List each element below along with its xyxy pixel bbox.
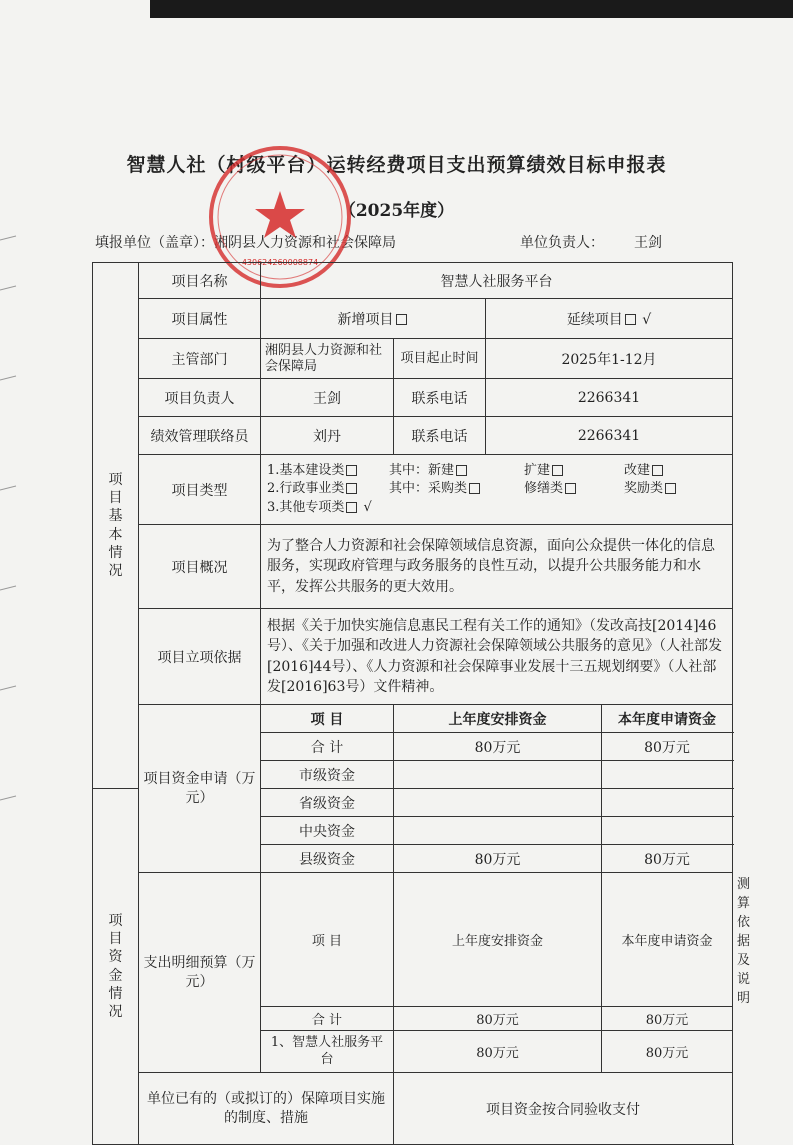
form-title: 智慧人社（村级平台）运转经费项目支出预算绩效目标申报表 xyxy=(126,154,667,176)
funds-apply-label: 项目资金申请（万元） xyxy=(139,705,261,873)
overview-label: 项目概况 xyxy=(139,525,261,609)
checkbox-icon[interactable] xyxy=(565,483,576,494)
dept-value: 湘阴县人力资源和社会保障局 xyxy=(261,339,394,379)
checkbox-icon[interactable] xyxy=(346,502,357,513)
detail-row-this: 80万元 xyxy=(602,1007,733,1031)
funds-row-last: 80万元 xyxy=(394,733,602,761)
filler-leader-label: 单位负责人： xyxy=(520,235,604,251)
detail-label: 支出明细预算（万元） xyxy=(139,873,261,1073)
detail-row-name: 1、智慧人社服务平台 xyxy=(261,1031,394,1073)
stamp-number: 430624260008874 xyxy=(241,258,319,267)
filler-leader xyxy=(520,232,662,252)
funds-row-last xyxy=(394,789,602,817)
funds-row-this: 80万元 xyxy=(602,733,733,761)
detail-row-this: 80万元 xyxy=(602,1031,733,1073)
check-mark: √ xyxy=(642,311,652,328)
budget-form-table: 项目基本情况 项目名称 智慧人社服务平台 项目属性 新增项目 延续项目 √ 主管部门 湘阴县人力资源和社会保障局 项目起止时间 2025年1-12月 项目负责人 王剑 联系电话 2266341 绩效管理联络员 刘丹 联系电话 2266341 项目类型 1.基本建设类 其中：新建 扩建 改建 2.行政事业类 其中：采购类 修缮类 奖励类 3.其他专项类 √ 项目概况 为了整合人力资源和社会保障领域信息资源，面向公众提供一体化的信息服务，实现政府管理与政务服务的良性互动，以提升公共服务能力和水平，发挥公共服务的更大效用。 项目立项依据 根据《关于加快实施信息惠民工程有关工作的通知》（发改高技[2014]46号）、《关于加强和改进人力资源社会保障领域公共服务的意见》（人社部发[2016]44号）、《人力资源和社会保障事业发展十三五规划纲要》（人社部发[2016]63号）文件精神。 项目资金申请（万元） 项 目 上年度安排资金 本年度申请资金 合 计 80万元 80万元 市级资金 项目资金情况 省级资金 中央资金 县级资金 80万元 80万元 支出明细预算（万元） 项 目 上年度安排资金 本年度申请资金 测算依据及说明 合 计 80万元 80万元 1、智慧人社服务平台 80万元 80万元 单位已有的（或拟订的）保障项目实施的制度、措施 项目资金按合同验收支付 xyxy=(92,262,733,1145)
owner-label: 项目负责人 xyxy=(139,379,261,417)
project-attr-label: 项目属性 xyxy=(139,299,261,339)
detail-col-item: 项 目 xyxy=(261,873,394,1007)
dept-label: 主管部门 xyxy=(139,339,261,379)
funds-row-last xyxy=(394,761,602,789)
project-name-label: 项目名称 xyxy=(139,263,261,299)
form-year: （2025年度） xyxy=(338,201,455,221)
system-value: 项目资金按合同验收支付 xyxy=(394,1073,733,1145)
funds-col-last: 上年度安排资金 xyxy=(394,705,602,733)
contact-label: 绩效管理联络员 xyxy=(139,417,261,455)
filler-leader-value: 王剑 xyxy=(634,235,662,251)
check-mark: √ xyxy=(363,499,372,515)
funds-row-this xyxy=(602,817,733,845)
checkbox-icon[interactable] xyxy=(346,465,357,476)
period-label: 项目起止时间 xyxy=(394,339,486,379)
checkbox-icon[interactable] xyxy=(396,314,407,325)
detail-col-last: 上年度安排资金 xyxy=(394,873,602,1007)
funds-row-name: 市级资金 xyxy=(261,761,394,789)
type-options: 1.基本建设类 其中：新建 扩建 改建 2.行政事业类 其中：采购类 修缮类 奖励类 3.其他专项类 √ xyxy=(261,455,733,525)
funds-row-this xyxy=(602,761,733,789)
funds-col-this: 本年度申请资金 xyxy=(602,705,733,733)
ruled-paper-edge xyxy=(0,230,18,930)
funds-row-name: 合 计 xyxy=(261,733,394,761)
funds-row-name: 县级资金 xyxy=(261,845,394,873)
checkbox-icon[interactable] xyxy=(469,483,480,494)
period-value: 2025年1-12月 xyxy=(486,339,733,379)
phone-label: 联系电话 xyxy=(394,379,486,417)
checkbox-icon[interactable] xyxy=(665,483,676,494)
section-funds-info: 项目资金情况 xyxy=(93,789,139,1145)
checkbox-icon[interactable] xyxy=(652,465,663,476)
funds-row-name: 省级资金 xyxy=(261,789,394,817)
filler-unit-label: 填报单位（盖章）： xyxy=(95,235,214,251)
funds-row-this: 80万元 xyxy=(602,845,733,873)
checkbox-icon[interactable] xyxy=(456,465,467,476)
detail-col-this: 本年度申请资金 xyxy=(602,873,733,1007)
basis-label: 项目立项依据 xyxy=(139,609,261,705)
basis-text: 根据《关于加快实施信息惠民工程有关工作的通知》（发改高技[2014]46号）、《关于加强和改进人力资源社会保障领域公共服务的意见》（人社部发[2016]44号）、《人力资源和社会保障事业发展十三五规划纲要》（人社部发[2016]63号）文件精神。 xyxy=(261,609,733,705)
project-name-value: 智慧人社服务平台 xyxy=(261,263,733,299)
attr-new-project[interactable]: 新增项目 xyxy=(261,299,486,339)
phone2-label: 联系电话 xyxy=(394,417,486,455)
funds-row-name: 中央资金 xyxy=(261,817,394,845)
top-dark-edge xyxy=(150,0,793,18)
funds-row-this xyxy=(602,789,733,817)
contact-value: 刘丹 xyxy=(261,417,394,455)
checkbox-icon[interactable] xyxy=(625,314,636,325)
filler-unit-value: 湘阴县人力资源和社会保障局 xyxy=(214,235,396,251)
detail-row-name: 合 计 xyxy=(261,1007,394,1031)
section-basic-info: 项目基本情况 xyxy=(93,263,139,789)
funds-col-item: 项 目 xyxy=(261,705,394,733)
phone-value: 2266341 xyxy=(486,379,733,417)
system-label: 单位已有的（或拟订的）保障项目实施的制度、措施 xyxy=(139,1073,394,1145)
detail-row-last: 80万元 xyxy=(394,1031,602,1073)
funds-row-last: 80万元 xyxy=(394,845,602,873)
checkbox-icon[interactable] xyxy=(346,483,357,494)
type-label: 项目类型 xyxy=(139,455,261,525)
detail-row-last: 80万元 xyxy=(394,1007,602,1031)
funds-row-last xyxy=(394,817,602,845)
phone2-value: 2266341 xyxy=(486,417,733,455)
overview-text: 为了整合人力资源和社会保障领域信息资源，面向公众提供一体化的信息服务，实现政府管理与政务服务的良性互动，以提升公共服务能力和水平，发挥公共服务的更大效用。 xyxy=(261,525,733,609)
owner-value: 王剑 xyxy=(261,379,394,417)
attr-continued-project[interactable]: 延续项目 √ xyxy=(486,299,733,339)
checkbox-icon[interactable] xyxy=(552,465,563,476)
